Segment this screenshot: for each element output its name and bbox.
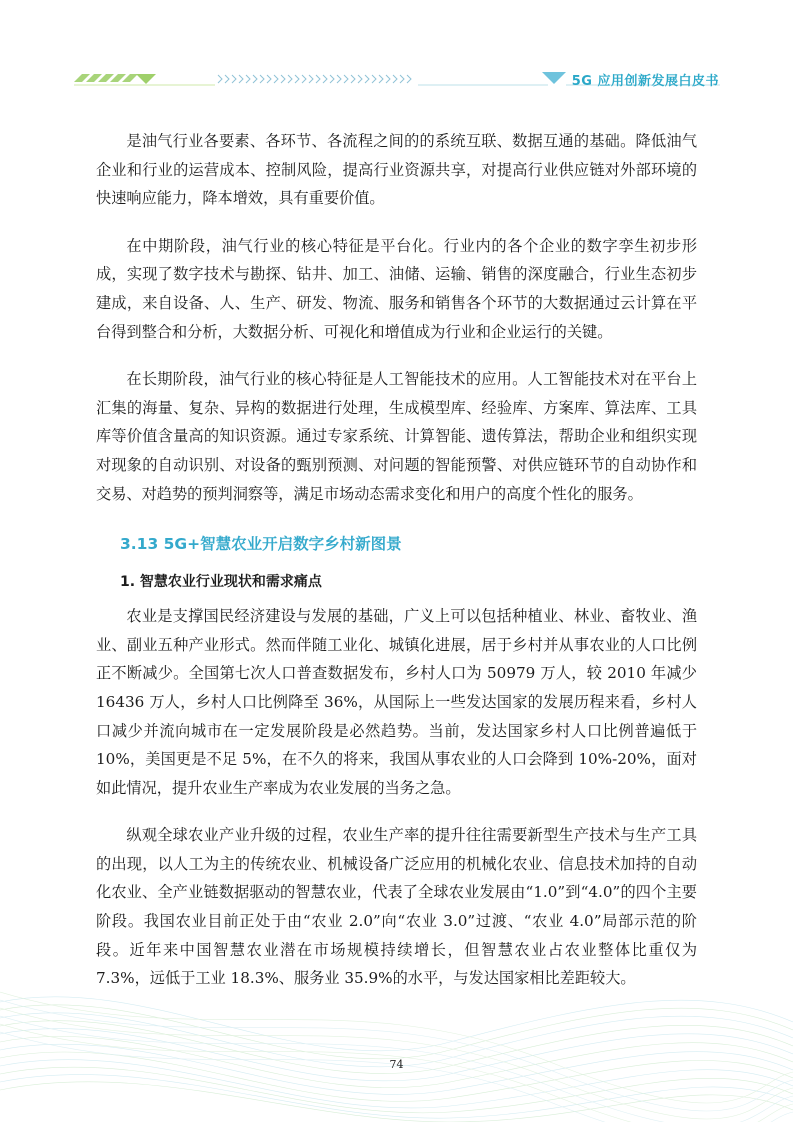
subsection-heading: 1. 智慧农业行业现状和需求痛点 xyxy=(120,574,322,591)
page-number: 74 xyxy=(389,1058,404,1071)
page-content xyxy=(96,127,697,1012)
header-stripes xyxy=(74,74,138,82)
header-title: 5G 应用创新发展白皮书 xyxy=(571,74,719,89)
page-header xyxy=(0,0,793,100)
header-triangle-blue xyxy=(542,72,566,84)
header-chevrons xyxy=(218,75,411,83)
paragraph: 是油气行业各要素、各环节、各流程之间的的系统互联、数据互通的基础。降低油气企业和行业的运营成本、控制风险，提高行业资源共享，对提高行业供应链对外部环境的快速响应能力，降本增效，具有重要价值。 xyxy=(96,132,697,208)
paragraph: 农业是支撑国民经济建设与发展的基础，广义上可以包括种植业、林业、畜牧业、渔业、副业五种产业形式。然而伴随工业化、城镇化进展，居于乡村并从事农业的人口比例正不断减少。全国第七次人口普查数据发布，乡村人口为 50979 万人，较 2010 年减少 16436 万人，乡村人口比例降至 36%，从国际上一些发达国家的发展历程来看，乡村人口减少并流向城市在一定发展阶段是必然趋势。当前，发达国家乡村人口比例普遍低于 10%，美国更是不足 5%，在不久的将来，我国从事农业的人口会降到 10%-20%，面对如此情况，提升农业生产率成为农业发展的当务之急。 xyxy=(96,607,697,797)
section-heading: 3.13 5G+智慧农业开启数字乡村新图景 xyxy=(120,535,402,554)
paragraph: 在中期阶段，油气行业的核心特征是平台化。行业内的各个企业的数字孪生初步形成，实现了数字技术与勘探、钻井、加工、油储、运输、销售的深度融合，行业生态初步建成，来自设备、人、生产、研发、物流、服务和销售各个环节的大数据通过云计算在平台得到整合和分析，大数据分析、可视化和增值成为行业和企业运行的关键。 xyxy=(96,236,697,341)
header-triangle-green xyxy=(136,74,156,84)
paragraph: 纵观全球农业产业升级的过程，农业生产率的提升往往需要新型生产技术与生产工具的出现，以人工为主的传统农业、机械设备广泛应用的机械化农业、信息技术加持的自动化农业、全产业链数据驱动的智慧农业，代表了全球农业发展由“1.0”到“4.0”的四个主要阶段。我国农业目前正处于由“农业 2.0”向“农业 3.0”过渡、“农业 4.0”局部示范的阶段。近年来中国智慧农业潜在市场规模持续增长，但智慧农业占农业整体比重仅为 7.3%，远低于工业 18.3%、服务业 35.9%的水平，与发达国家相比差距较大。 xyxy=(96,826,697,988)
paragraph: 在长期阶段，油气行业的核心特征是人工智能技术的应用。人工智能技术对在平台上汇集的海量、复杂、异构的数据进行处理，生成模型库、经验库、方案库、算法库、工具库等价值含量高的知识资源。通过专家系统、计算智能、遗传算法，帮助企业和组织实现对现象的自动识别、对设备的甄别预测、对问题的智能预警、对供应链环节的自动协作和交易、对趋势的预判洞察等，满足市场动态需求变化和用户的高度个性化的服务。 xyxy=(96,370,697,503)
